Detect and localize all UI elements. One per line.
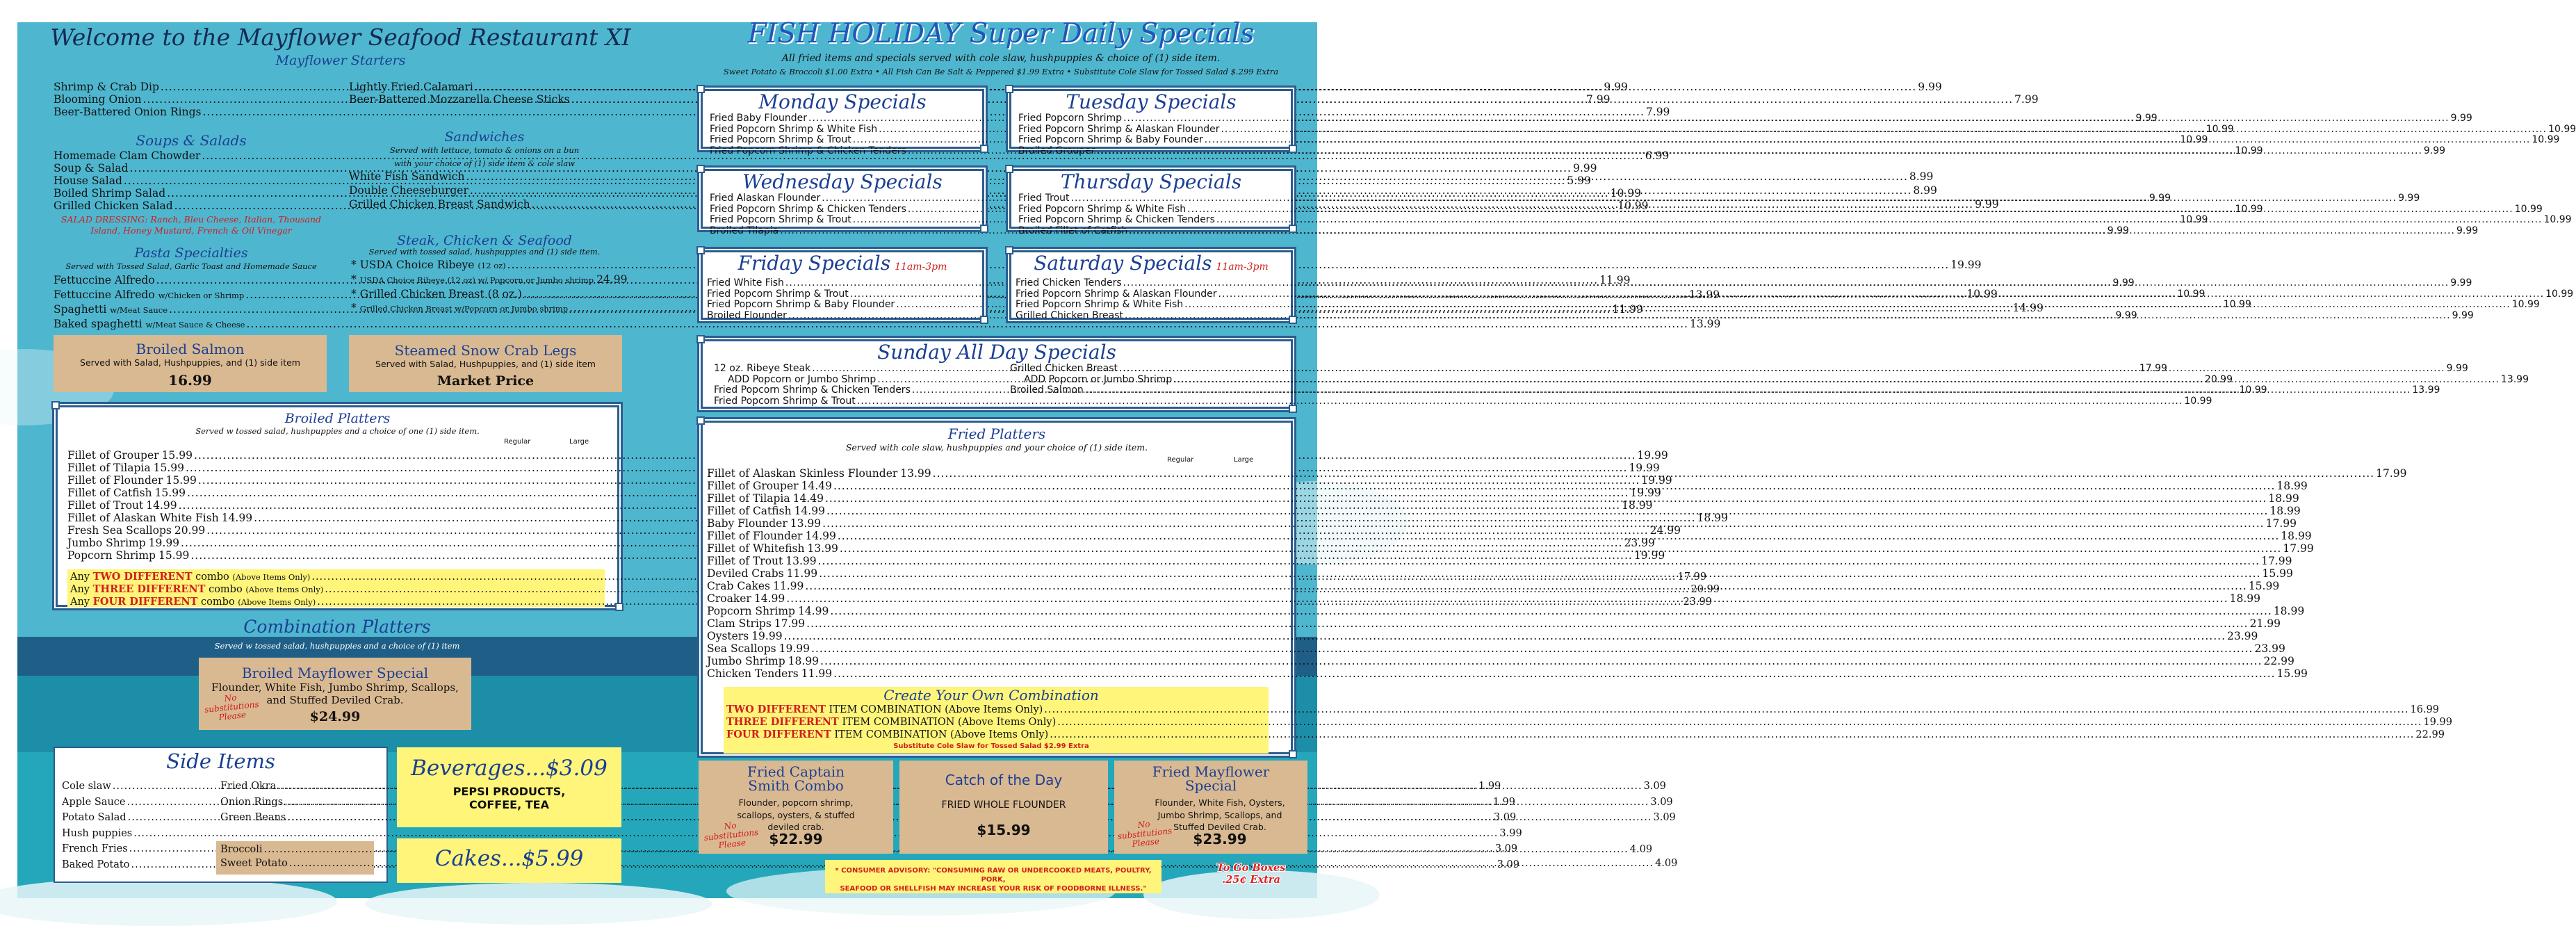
fish-holiday-title: FISH HOLIDAY Super Daily Specials bbox=[747, 18, 1255, 49]
fried-platters-title: Fried Platters bbox=[947, 425, 1046, 442]
table-row: Fillet of Trout 14.99 ..... 18.99 bbox=[67, 499, 608, 512]
broiled-mayflower-desc: and Stuffed Deviled Crab. bbox=[266, 694, 404, 706]
table-row: Fresh Sea Scallops 20.99 ..... 24.99 bbox=[67, 524, 608, 537]
captain-smith-desc: deviled crab. bbox=[767, 822, 824, 832]
no-substitutions-stamp: No substitutions Please bbox=[204, 692, 260, 722]
create-combination-title: Create Your Own Combination bbox=[883, 687, 1099, 704]
table-row: Fillet of Grouper 14.49 ..... 18.99 bbox=[707, 480, 1281, 492]
welcome-title: Welcome to the Mayflower Seafood Restaurant XI bbox=[50, 24, 631, 51]
list-item: Fried Popcorn Shrimp & Chicken Tenders ..... 10.99 bbox=[710, 204, 977, 216]
specials-note: All fried items and specials served with cole slaw, hushpuppies & choice of (1) side item. bbox=[781, 53, 1221, 64]
table-row: Fillet of Alaskan Skinless Flounder 13.99 ..... 17.99 bbox=[707, 467, 1281, 480]
broiled-mayflower-price: $24.99 bbox=[309, 709, 361, 724]
captain-smith-title: Smith Combo bbox=[748, 777, 844, 794]
substitute-note: Substitute Cole Slaw for Tossed Salad $2.99 Extra bbox=[893, 742, 1089, 750]
list-item: Potato Salad ..... 3.09 bbox=[62, 810, 183, 826]
list-item: Beer-Battered Onion Rings ..... 7.99 bbox=[54, 106, 323, 118]
table-row: Baby Flounder 13.99 ..... 17.99 bbox=[707, 517, 1281, 530]
captain-smith-box bbox=[699, 761, 893, 854]
list-item: ADD Popcorn or Jumbo Shrimp ..... 13.99 bbox=[1010, 375, 1280, 386]
large-header: Large bbox=[569, 438, 589, 446]
table-row: Fillet of Flounder 14.99 ..... 18.99 bbox=[707, 530, 1281, 542]
friday-title-row bbox=[703, 252, 982, 278]
to-go-boxes-note bbox=[1206, 862, 1296, 886]
table-row: Popcorn Shrimp 15.99 ..... 19.99 bbox=[67, 549, 608, 562]
broiled-platters-title: Broiled Platters bbox=[284, 411, 391, 426]
list-item: Double Cheeseburger ..... 8.99 bbox=[349, 184, 620, 197]
table-row: Sea Scallops 19.99 ..... 23.99 bbox=[707, 642, 1281, 655]
steak-note: Served with tossed salad, hushpuppies and (1) side item. bbox=[368, 247, 601, 257]
combination-note: Served w tossed salad, hushpuppies and a choice of (1) item bbox=[214, 641, 460, 651]
list-item: Soup & Salad ..... 9.99 bbox=[54, 162, 329, 174]
pasta-title: Pasta Specialties bbox=[134, 245, 248, 261]
list-item: Fried Popcorn Shrimp & Alaskan Flounder ..... 10.99 bbox=[1016, 289, 1285, 300]
list-item: Broccoli ..... 4.09 bbox=[220, 843, 370, 856]
list-item: Fried Popcorn Shrimp & Chicken Tenders ..... 10.99 bbox=[714, 385, 989, 396]
background-wave bbox=[365, 883, 712, 925]
table-row: Deviled Crabs 11.99 ..... 15.99 bbox=[707, 567, 1281, 580]
fried-mayflower-desc: Jumbo Shrimp, Scallops, and bbox=[1157, 810, 1282, 820]
combo-row: THREE DIFFERENT ITEM COMBINATION (Above Items Only) ..... 19.99 bbox=[726, 716, 1256, 729]
fried-mayflower-title: Fried Mayflower bbox=[1152, 763, 1270, 780]
list-item: Fried Popcorn Shrimp & White Fish ..... 10.99 bbox=[1016, 300, 1285, 311]
broiled-salmon-title: Broiled Salmon bbox=[136, 341, 245, 357]
steak-title: Steak, Chicken & Seafood bbox=[397, 233, 572, 248]
consumer-advisory-text: SEAFOOD OR SHELLFISH MAY INCREASE YOUR RISK OF FOODBORNE ILLNESS." bbox=[840, 885, 1147, 893]
list-item: Fettuccine Alfredo ..... 11.99 bbox=[54, 273, 329, 288]
broiled-mayflower-title: Broiled Mayflower Special bbox=[241, 665, 429, 681]
list-item: Fried Popcorn Shrimp & White Fish ..... 10.99 bbox=[1018, 204, 1285, 216]
list-item: Fried Popcorn Shrimp ..... 9.99 bbox=[1018, 113, 1285, 124]
wednesday-title: Wednesday Specials bbox=[742, 170, 943, 193]
table-row: Oysters 19.99 ..... 23.99 bbox=[707, 630, 1281, 642]
list-item: * Grilled Chicken Breast (8 oz.) ..... 10.99 bbox=[351, 287, 626, 301]
table-row: Fillet of Whitefish 13.99 ..... 17.99 bbox=[707, 542, 1281, 555]
list-item: Fried Popcorn Shrimp & Trout ..... 10.99 bbox=[714, 396, 989, 407]
beverages-box bbox=[397, 747, 621, 827]
list-item: Fried Okra ..... 3.09 bbox=[220, 779, 366, 795]
list-item: * USDA Choice Ribeye (12 oz) w/ Popcorn or Jumbo shrimp 24.99 bbox=[351, 273, 628, 286]
cakes-title: Cakes...$5.99 bbox=[434, 846, 584, 871]
combo-row: TWO DIFFERENT ITEM COMBINATION (Above Items Only) ..... 16.99 bbox=[726, 704, 1256, 716]
list-item: Fried Popcorn Shrimp & Trout ..... 10.99 bbox=[707, 289, 977, 300]
to-go-line: .25¢ Extra bbox=[1222, 874, 1280, 886]
list-item: Lightly Fried Calamari ..... 9.99 bbox=[349, 81, 620, 93]
combo-row: FOUR DIFFERENT ITEM COMBINATION (Above Items Only) ..... 22.99 bbox=[726, 729, 1256, 741]
list-item: Fettuccine Alfredo w/Chicken or Shrimp ..... 13.99 bbox=[54, 288, 329, 302]
list-item: Fried Popcorn Shrimp & Trout ..... 10.99 bbox=[710, 215, 977, 226]
captain-smith-price: $22.99 bbox=[769, 831, 823, 847]
catch-of-the-day-box bbox=[899, 761, 1108, 854]
broiled-mayflower-desc: Flounder, White Fish, Jumbo Shrimp, Scallops, bbox=[211, 681, 459, 694]
sandwiches-title: Sandwiches bbox=[444, 129, 525, 145]
list-item: Fried Baby Flounder ..... 9.99 bbox=[710, 113, 977, 124]
catch-of-the-day-desc: FRIED WHOLE FLOUNDER bbox=[941, 799, 1066, 811]
list-item: Sweet Potato ..... 4.09 bbox=[220, 856, 370, 870]
consumer-advisory-text: * CONSUMER ADVISORY: "CONSUMING RAW OR UNDERCOOKED MEATS, POULTRY, PORK, bbox=[835, 867, 1152, 884]
sandwiches-note: with your choice of (1) side item & cole slaw bbox=[393, 159, 576, 168]
list-item: Fried Popcorn Shrimp & White Fish ..... 10.99 bbox=[710, 124, 977, 136]
list-item: Broiled Grouper ..... 9.99 bbox=[1018, 146, 1285, 157]
friday-hours: 11am-3pm bbox=[895, 261, 947, 273]
table-row: Popcorn Shrimp 14.99 ..... 18.99 bbox=[707, 605, 1281, 617]
list-item: ADD Popcorn or Jumbo Shrimp ..... 20.99 bbox=[714, 375, 989, 386]
list-item: Fried Alaskan Flounder ..... 9.99 bbox=[710, 193, 977, 204]
regular-header: Regular bbox=[504, 438, 531, 446]
soups-title: Soups & Salads bbox=[136, 132, 247, 149]
saturday-title: Saturday Specials bbox=[1034, 252, 1212, 275]
beverages-line: PEPSI PRODUCTS, bbox=[453, 785, 566, 798]
table-row: Chicken Tenders 11.99 ..... 15.99 bbox=[707, 667, 1281, 680]
list-item: Broiled Flounder ..... 9.99 bbox=[707, 311, 977, 322]
side-items-title: Side Items bbox=[166, 749, 275, 773]
background-wave bbox=[0, 877, 337, 926]
table-row: Fillet of Grouper 15.99 ..... 19.99 bbox=[67, 449, 608, 462]
captain-smith-title: Fried Captain bbox=[747, 763, 845, 780]
list-item: Baked Potato ..... 3.09 bbox=[62, 857, 183, 873]
starters-title: Mayflower Starters bbox=[275, 53, 406, 68]
specials-extras-note: Sweet Potato & Broccoli $1.00 Extra • All Fish Can Be Salt & Peppered $1.99 Extra • Substitute Cole Slaw for Tossed Salad $.299 Extra bbox=[723, 67, 1279, 76]
no-substitutions-stamp: No substitutions Please bbox=[703, 820, 759, 850]
broiled-salmon-note: Served with Salad, Hushpuppies, and (1) side item bbox=[80, 357, 300, 368]
fried-mayflower-price: $23.99 bbox=[1193, 831, 1247, 847]
table-row: Clam Strips 17.99 ..... 21.99 bbox=[707, 617, 1281, 630]
table-row: Jumbo Shrimp 19.99 ..... 23.99 bbox=[67, 537, 608, 549]
pasta-note: Served with Tossed Salad, Garlic Toast and Homemade Sauce bbox=[65, 261, 317, 271]
list-item: Fried Popcorn Shrimp & Chicken Tenders ..... 10.99 bbox=[1018, 215, 1285, 226]
list-item: Shrimp & Crab Dip ..... 9.99 bbox=[54, 81, 323, 93]
monday-title: Monday Specials bbox=[758, 90, 927, 113]
table-row: Fillet of Catfish 14.99 ..... 18.99 bbox=[707, 505, 1281, 517]
catch-of-the-day-price: $15.99 bbox=[977, 822, 1031, 838]
to-go-line: To Go Boxes bbox=[1216, 862, 1286, 874]
list-item: Green Beans ..... 3.09 bbox=[220, 810, 366, 826]
combo-row: Any TWO DIFFERENT combo (Above Items Only) ..... 17.99 bbox=[70, 571, 599, 583]
table-row: Fillet of Tilapia 15.99 ..... 19.99 bbox=[67, 462, 608, 474]
tuesday-title: Tuesday Specials bbox=[1066, 90, 1237, 113]
list-item: Fried White Fish ..... 9.99 bbox=[707, 278, 977, 289]
beverages-line: COFFEE, TEA bbox=[469, 798, 549, 811]
table-row: Crab Cakes 11.99 ..... 15.99 bbox=[707, 580, 1281, 592]
snow-crab-box bbox=[349, 335, 622, 392]
fried-mayflower-box bbox=[1114, 761, 1307, 854]
list-item: Boiled Shrimp Salad ..... 10.99 bbox=[54, 187, 329, 200]
fried-mayflower-title: Special bbox=[1184, 777, 1237, 794]
regular-header: Regular bbox=[1167, 456, 1194, 464]
captain-smith-desc: scallops, oysters, & stuffed bbox=[737, 810, 855, 820]
no-substitutions-stamp: No substitutions Please bbox=[1117, 819, 1173, 849]
combo-row: Any THREE DIFFERENT combo (Above Items Only) ..... 20.99 bbox=[70, 583, 599, 596]
sunday-title: Sunday All Day Specials bbox=[877, 341, 1116, 364]
list-item: Grilled Chicken Breast ..... 9.99 bbox=[1016, 311, 1285, 322]
list-item: Broiled Fillet of Catfish ..... 9.99 bbox=[1018, 226, 1285, 237]
table-row: Fillet of Flounder 15.99 ..... 19.99 bbox=[67, 474, 608, 487]
fried-mayflower-desc: Flounder, White Fish, Oysters, bbox=[1155, 797, 1285, 808]
list-item: Fried Popcorn Shrimp & Alaskan Flounder ..... 10.99 bbox=[1018, 124, 1285, 136]
broiled-platters-note: Served w tossed salad, hushpuppies and a choice of one (1) side item. bbox=[195, 426, 480, 436]
list-item: Fried Popcorn Shrimp & Baby Flounder ..... 10.99 bbox=[707, 300, 977, 311]
create-combination-box bbox=[724, 687, 2452, 754]
snow-crab-note: Served with Salad, Hushpuppies, and (1) side item bbox=[375, 359, 596, 369]
list-item: House Salad ..... 5.99 bbox=[54, 174, 329, 187]
fried-mayflower-desc: Stuffed Deviled Crab. bbox=[1173, 822, 1266, 832]
table-row: Jumbo Shrimp 18.99 ..... 22.99 bbox=[707, 655, 1281, 667]
list-item: Grilled Chicken Breast Sandwich ..... 9.99 bbox=[349, 197, 620, 211]
saturday-title-row bbox=[1011, 252, 1291, 278]
list-item: Baked spaghetti w/Meat Sauce & Cheese ..... 13.99 bbox=[54, 317, 329, 332]
list-item: Grilled Chicken Breast ..... 9.99 bbox=[1010, 364, 1280, 375]
table-row: Croaker 14.99 ..... 18.99 bbox=[707, 592, 1281, 605]
list-item: Fried Popcorn Shrimp & Trout ..... 10.99 bbox=[710, 135, 977, 146]
table-row: Fillet of Catfish 15.99 ..... 19.99 bbox=[67, 487, 608, 499]
list-item: * USDA Choice Ribeye (12 oz) ..... 19.99 bbox=[351, 258, 626, 273]
list-item: 12 oz. Ribeye Steak ..... 17.99 bbox=[714, 364, 989, 375]
consumer-advisory-box bbox=[825, 860, 1161, 893]
list-item: Homemade Clam Chowder ..... 6.99 bbox=[54, 149, 329, 162]
captain-smith-desc: Flounder, popcorn shrimp, bbox=[738, 797, 854, 808]
fried-platters-note: Served with cole slaw, hushpuppies and your choice of (1) side item. bbox=[845, 442, 1148, 453]
sunday-specials-panel bbox=[701, 339, 2529, 409]
table-row: Fillet of Trout 13.99 ..... 17.99 bbox=[707, 555, 1281, 567]
list-item: Fried Popcorn Shrimp & Baby Founder ..... 10.99 bbox=[1018, 135, 1285, 146]
list-item: Spaghetti w/Meat Sauce ..... 11.99 bbox=[54, 302, 329, 317]
broiled-salmon-box bbox=[54, 335, 327, 392]
large-header: Large bbox=[1234, 456, 1254, 464]
snow-crab-title: Steamed Snow Crab Legs bbox=[394, 342, 577, 359]
combo-row: Any FOUR DIFFERENT combo (Above Items Only) ..... 23.99 bbox=[70, 596, 599, 608]
list-item: French Fries ..... 3.09 bbox=[62, 841, 183, 857]
snow-crab-price: Market Price bbox=[437, 373, 535, 389]
cakes-box bbox=[397, 838, 621, 883]
list-item: Apple Sauce ..... 1.99 bbox=[62, 795, 183, 811]
saturday-hours: 11am-3pm bbox=[1216, 261, 1269, 273]
thursday-title: Thursday Specials bbox=[1060, 170, 1242, 193]
combination-title: Combination Platters bbox=[243, 617, 431, 637]
table-row: Fillet of Tilapia 14.49 ..... 18.99 bbox=[707, 492, 1281, 505]
friday-title: Friday Specials bbox=[737, 252, 891, 275]
list-item: White Fish Sandwich ..... 8.99 bbox=[349, 170, 620, 184]
broiled-mayflower-box bbox=[199, 658, 471, 730]
list-item: Beer-Battered Mozzarella Cheese Sticks ..... 7.99 bbox=[349, 93, 620, 106]
list-item: * Grilled Chicken Breast w/Popcorn or Jumbo shrimp ..... 14.99 bbox=[351, 301, 626, 316]
catch-of-the-day-title: Catch of the Day bbox=[945, 772, 1063, 788]
list-item: Fried Popcorn Shrimp & Chicken Tenders ..... 10.99 bbox=[710, 146, 977, 157]
salad-dressing-note: SALAD DRESSING: Ranch, Bleu Cheese, Italian, Thousand Island, Honey Mustard, French & Oil Vinegar bbox=[60, 214, 322, 236]
list-item: Cole slaw ..... 1.99 bbox=[62, 779, 183, 795]
list-item: Onion Rings ..... 3.09 bbox=[220, 795, 366, 811]
sandwiches-note: Served with lettuce, tomato & onions on a bun bbox=[389, 145, 580, 155]
beverages-title: Beverages...$3.09 bbox=[411, 756, 608, 781]
list-item: Blooming Onion ..... 7.99 bbox=[54, 93, 323, 106]
list-item: Broiled Tilapia ..... 9.99 bbox=[710, 226, 977, 237]
broiled-salmon-price: 16.99 bbox=[168, 372, 212, 389]
list-item: Hush puppies ..... 3.99 bbox=[62, 826, 183, 842]
list-item: Grilled Chicken Salad ..... 10.99 bbox=[54, 200, 329, 212]
list-item: Broiled Salmon ..... 13.99 bbox=[1010, 385, 1280, 396]
list-item: Fried Trout ..... 9.99 bbox=[1018, 193, 1285, 204]
table-row: Fillet of Alaskan White Fish 14.99 ..... 18.99 bbox=[67, 512, 608, 524]
list-item: Fried Chicken Tenders ..... 9.99 bbox=[1016, 278, 1285, 289]
